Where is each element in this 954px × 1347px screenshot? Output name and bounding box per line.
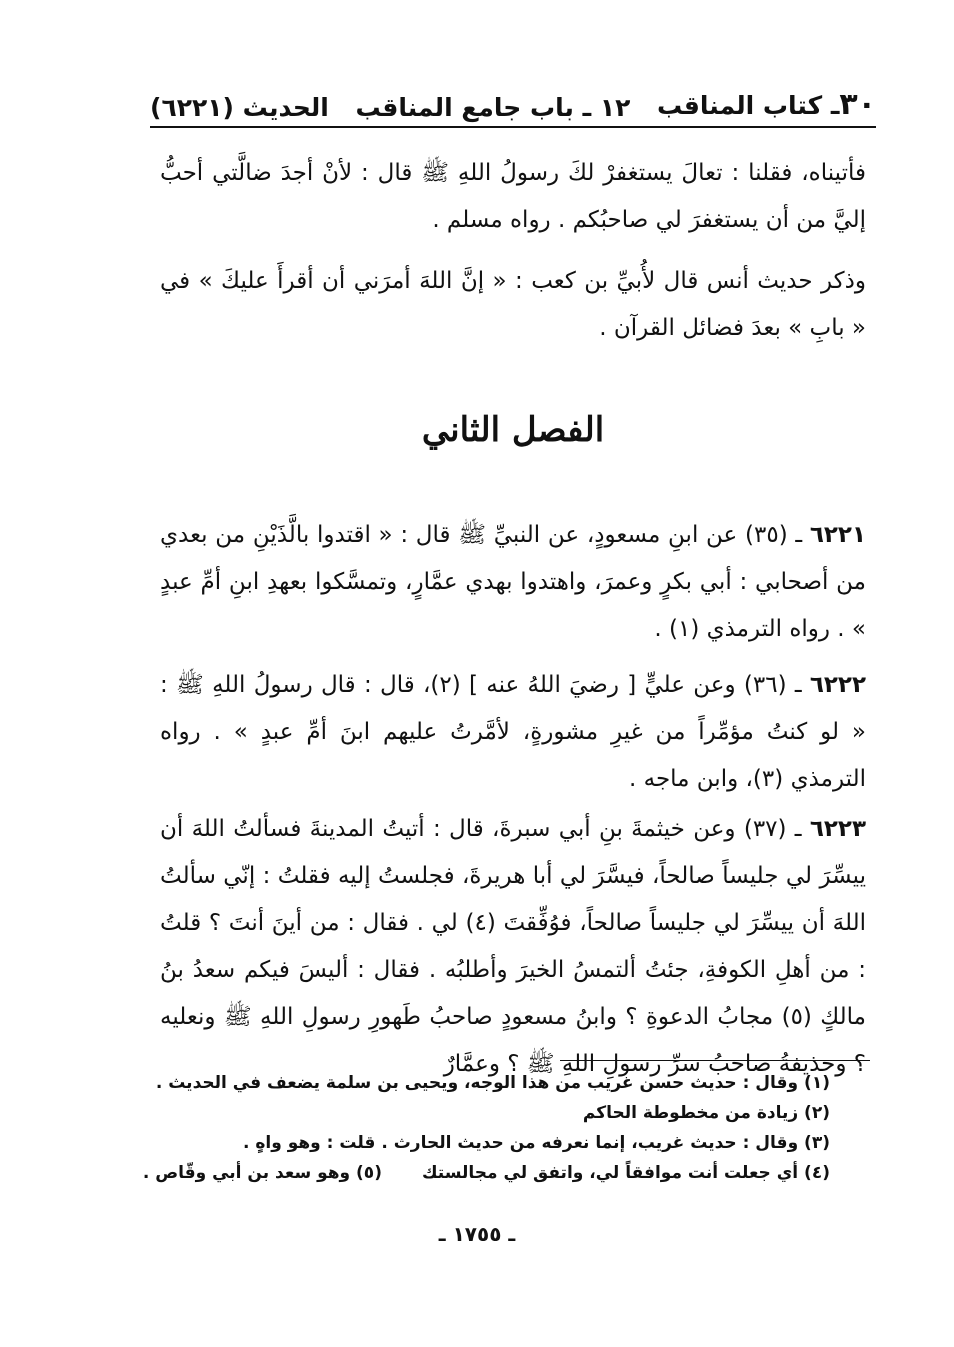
book-name: ـ كتاب المناقب: [657, 91, 840, 120]
footnote-4: (٤) أي جعلت أنت موافقاً لي، واتفق لي مجالستك: [421, 1163, 830, 1183]
footnote-1: (١) وقال : حديث حسن غريب من هذا الوجه، ويحيى بن سلمة يضعف في الحديث .: [155, 1073, 830, 1093]
footnote-4-5-line: [142, 1158, 830, 1188]
hadith-number: ٦٢٢٣: [809, 816, 866, 842]
hadith-text: ـ (٣٧) وعن خيثمةَ بنِ أبي سبرةَ، قال : أتيتُ المدينةَ فسألتُ اللهَ أن ييسِّرَ لي جليساً صالحاً، فيسَّرَ لي أبا هريرةَ، فجلستُ إليه فقلتُ : إنّي سألتُ اللهَ أن ييسِّرَ لي جليساً صالحاً، فوُفِّقتَ (٤) لي . فقال : من أينَ أنتَ ؟ قلتُ : من أهلِ الكوفةِ، جئتُ ألتمسُ الخيرَ وأطلبُه . فقال : أليسَ فيكم سعدُ بنُ مالكٍ (٥) مجابُ الدعوةِ ؟ وابنُ مسعودٍ صاحبُ طَهورِ رسولِ اللهِ ﷺ ونعليه ؟ وحذيفةُ صاحبُ سرِّ رسولِ اللهِ ﷺ ؟ وعمَّارٌ: [160, 816, 867, 1077]
running-header: [150, 78, 876, 122]
hadith-number: ٦٢٢٢: [809, 672, 866, 698]
hadith-6221: [160, 512, 866, 653]
footnote-5: (٥) وهو سعد بن أبي وقّاص .: [142, 1163, 382, 1183]
hadith-6223: [160, 806, 866, 1088]
hadith-text: ـ (٣٥) عن ابنِ مسعودٍ، عن النبيِّ ﷺ قال : « اقتدوا بالَّذَيْنِ من بعدي من أصحابي : أبي بكرٍ وعمرَ، واهتدوا بهدي عمَّارٍ، وتمسَّكوا بعهدِ ابنِ أمِّ عبدٍ » . رواه الترمذي (١) .: [160, 522, 866, 642]
book-title: [657, 87, 876, 122]
intro-paragraph-1: فأتيناه، فقلنا : تعالَ يستغفرْ لكَ رسولُ اللهِ ﷺ قال : لأنْ أجدَ ضالَّتي أحبُّ إليَّ من أن يستغفرَ لي صاحبُكم . رواه مسلم .: [160, 160, 866, 233]
footnote-rule: [560, 1060, 870, 1061]
page-number: ـ ١٧٥٥ ـ: [438, 1222, 516, 1246]
book-number: ٣٠: [839, 87, 876, 122]
hadith-number: ٦٢٢١: [809, 522, 866, 548]
hadith-6222: [160, 662, 866, 803]
chapter-title: ١٢ ـ باب جامع المناقب: [355, 93, 631, 122]
header-rule: [150, 126, 876, 128]
footnotes: [142, 1068, 830, 1188]
hadith-text: ـ (٣٦) وعن عليٍّ [ رضيَ اللهُ عنه ] (٢)، قال : قال رسولُ اللهِ ﷺ : « لو كنتُ مؤمِّراً من غيرِ مشورةٍ، لأمَّرتُ عليهم ابنَ أمِّ عبدٍ » . رواه الترمذي (٣)، وابن ماجه .: [160, 672, 866, 792]
section-title: الفصل الثاني: [421, 410, 605, 450]
intro-paragraph-2: وذكر حديث أنس قال لأُبيِّ بن كعب : « إنَّ اللهَ أمرَني أن أقرأَ عليكَ » في « بابِ » بعدَ فضائل القرآن .: [160, 268, 866, 341]
hadith-range: الحديث (٦٢٢١): [150, 93, 329, 122]
footnote-3: (٣) وقال : حديث غريب، إنما نعرفه من حديث الحارث . قلت : وهو واهٍ .: [242, 1133, 830, 1153]
footnote-2: (٢) زيادة من مخطوطة الحاكم: [582, 1103, 830, 1123]
